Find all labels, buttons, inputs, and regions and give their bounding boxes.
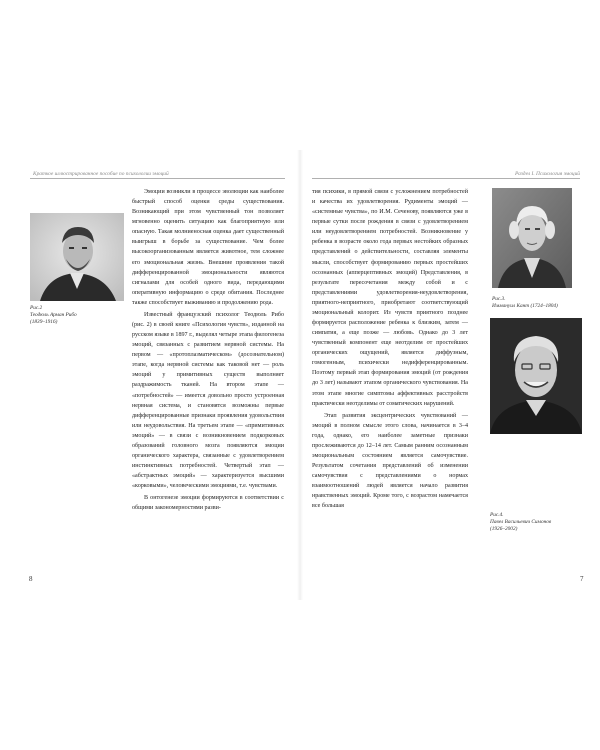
left-paragraph-2: Известный французский психолог Теодюль Рибо (рис. 2) в своей книге «Психология чувств», изданной на русском языке в 1897 г., выделял четыре этапа филогенеза эмоций, связанных с развитием нервной системы. На первом — «протоплазматическом» (досознательном) этапе, когда нервной системы как таковой нет — роль эмоций у примитивных существ выполняет раздражимость тканей. На втором этапе — «потребностей» — имеется довольно просто устроенная нервная система, и становятся возможны первые дифференцированные признаки проявления удовольствия или неудовольствия. На третьем этапе — «примитивных эмоций» — в связи с возникновением подкорковых образований головного мозга появляются эмоции органического характера, связанные с удовлетворением инстинктивных потребностей. Четвертый этап — «абстрактных эмоций» — характеризуется высшими «корковыми», человеческими эмоциями, т.е. чувствами.	[132, 311, 284, 490]
caption-kant-name: Иммануил Кант (1724–1804)	[492, 302, 558, 309]
caption-kant-number: Рис.3.	[492, 296, 506, 302]
caption-simonov-years: (1926–2002)	[490, 525, 518, 532]
right-text-column	[312, 187, 468, 512]
caption-ribot-name: Теодюль Арман Рибо	[30, 311, 77, 318]
left-page-number: 8	[29, 575, 33, 583]
left-header-rule	[30, 178, 285, 179]
right-page-number: 7	[580, 575, 584, 583]
left-page	[0, 0, 298, 750]
right-running-head: Раздел I. Психология эмоций	[514, 171, 580, 177]
caption-simonov	[490, 512, 590, 533]
left-text-column	[132, 187, 284, 514]
caption-kant	[492, 296, 592, 310]
portrait-ribot	[30, 213, 124, 301]
right-header-rule	[312, 178, 580, 179]
caption-simonov-number: Рис.4.	[490, 512, 504, 518]
caption-ribot-number: Рис.2	[30, 305, 43, 311]
left-paragraph-3: В онтогенезе эмоции формируются в соответствии с общими закономерностями разви-	[132, 495, 284, 512]
right-paragraph-2: Этап развития эксцентрических чувствований — эмоций в полном смысле этого слова, начинается в 3–4 года, однако, его наиболее заметные признаки прослеживаются до 12–14 лет. Самым ранним осознанным эмоциональным состоянием является самочувствие. Результатом сочетания представлений об изменении самочувствия с представлениями о нормах взаимоотношений людей является начало развития нравственных эмоций. Кроме того, с возрастом намечается все большая	[312, 412, 468, 510]
portrait-simonov	[490, 318, 582, 434]
right-paragraph-1: тия психики, в прямой связи с усложнением потребностей и качества их удовлетворения. Рудименты эмоций — «системные чувства», по И.М. Сеченову, появляются уже в первые сутки после рождения в связи с удовлетворением или неудовлетворением потребностей. Возникновение у ребенка в возрасте около года первых нестойких образных представлений о действительности, составляя элементы мысли, способствует формированию первых простейших осознанных (апперцептивных эмоций) Представления, в результате пересочетания между собой и с представлениями удовлетворения-неудовлетворения, приятного-неприятного, приобретают соответствующий эмоциональный колорит. Из чувств приятного позднее формируется расположение ребенка к близким, затем — симпатия, а еще позже — любовь. Однако до 3 лет чувственный компонент еще неотделим от простейших органических ощущений, является диффузным, гомогенным, психически недифференцированным. Поэтому первый этап формирования эмоций (от рождения до 3 лет) называют этапом органического чувствования. На этом этапе многие симптомы аффективных расстройств практически неотделимы от соматических нарушений.	[312, 189, 468, 407]
left-running-head: Краткое иллюстрированное пособие по психологии эмоций	[33, 171, 169, 177]
caption-simonov-name: Павел Васильевич Симонов	[490, 518, 552, 525]
left-paragraph-1: Эмоции возникли в процессе эволюции как наиболее быстрый способ оценки среды существования. Возникающий при этом чувственный тон позволяет мгновенно оценить ситуацию как благоприятную или опасную. Такая молниеносная оценка дает существенный выигрыш в борьбе за существование. Чем более высокоорганизованным является животное, тем сложнее его эмоциональная жизнь. Внешние проявления такой дифференцированной эмоциональности являются сигналами для особей одного вида, передающими оперативную информацию о среде обитания. Последнее также способствует выживанию и продолжению рода.	[132, 189, 284, 306]
portrait-kant	[492, 188, 572, 288]
caption-ribot-years: (1839–1916)	[30, 318, 58, 325]
caption-ribot	[30, 305, 125, 326]
right-page	[302, 0, 600, 750]
